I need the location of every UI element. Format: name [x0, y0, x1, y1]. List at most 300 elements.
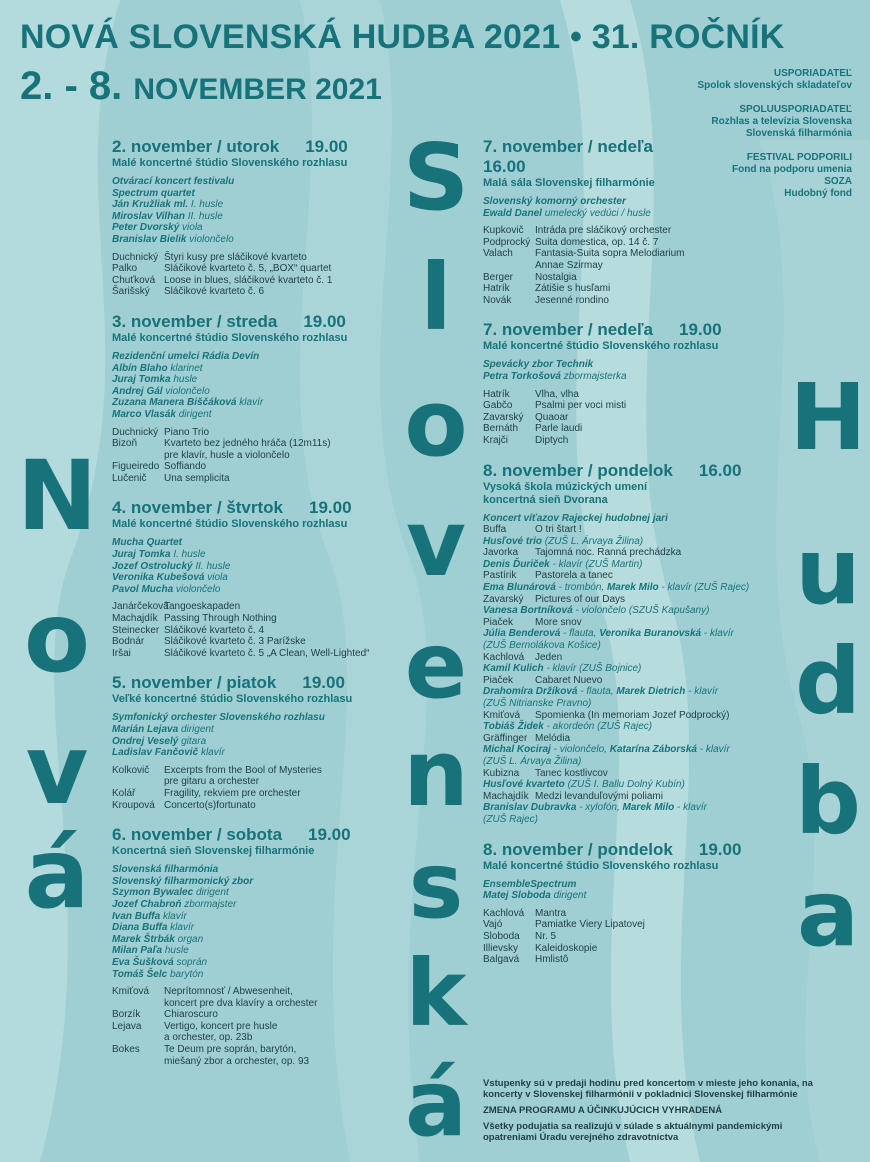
program-item [112, 1044, 402, 1056]
program-item [112, 1056, 402, 1068]
performer [112, 386, 402, 398]
composer: Piaček [483, 674, 514, 686]
performer [112, 351, 402, 363]
performer-name: Ladislav Fančovič [112, 747, 199, 759]
performer-name: Slovenský komorný orchester [483, 196, 626, 207]
composer: Zavarský [483, 411, 524, 423]
performer-name: Tomáš Šelc [112, 968, 168, 980]
concert-venue: Malé koncertné štúdio Slovenského rozhlasu [483, 340, 719, 353]
festival-title: NOVÁ SLOVENSKÁ HUDBA 2021 • 31. ROČNÍK [20, 18, 785, 56]
performer-name: Marco Vlasák [112, 408, 176, 420]
work: Piano Trio [164, 426, 210, 438]
performer [112, 409, 402, 421]
performer-role: gitara [181, 735, 207, 747]
month-year: NOVEMBER 2021 [133, 73, 382, 106]
festival-dates [20, 64, 382, 109]
organizer-block [698, 68, 852, 92]
performer-name: Branislav Bielik [112, 233, 187, 245]
composer: Šarišský [112, 286, 150, 298]
concert-section [483, 840, 783, 966]
performer-role: soprán [176, 956, 208, 968]
performer-role: - klavír [703, 628, 734, 640]
composer: Illievsky [483, 942, 519, 954]
ticket-info [483, 1078, 818, 1148]
concert-header [112, 673, 402, 693]
performer [483, 371, 783, 383]
composer: Pastírik [483, 570, 517, 582]
program-item [483, 237, 783, 249]
performer [112, 747, 402, 759]
work: Tanec kostlivcov [535, 767, 608, 779]
organizer-name: Fond na podporu umenia [732, 164, 852, 175]
performer-role: viola [182, 222, 203, 234]
organizer-name: SOZA [824, 176, 852, 187]
performer-name: Husľové trio [483, 535, 542, 547]
performer-role: - klavír (ZUŠ Martin) [552, 558, 643, 570]
performer [112, 188, 402, 200]
performer-role: (ZUŠ L. Árvaya Žilina) [544, 535, 644, 547]
concert-section [483, 320, 783, 446]
performer [483, 814, 783, 826]
performer-name: Peter Dvorský [112, 222, 180, 234]
performer-role: barytón [170, 968, 204, 980]
work: Pictures of our Days [535, 593, 626, 605]
performer-role: dirigent [180, 724, 214, 735]
performer [112, 363, 402, 375]
composer: Duchnický [112, 426, 159, 438]
performer [112, 199, 402, 211]
organizer-block [698, 104, 852, 140]
composer: Kupkovič [483, 225, 524, 237]
performer-role: - flauta, [563, 628, 597, 640]
performer-role: I. husle [173, 549, 206, 561]
program-item [112, 461, 402, 473]
composer: Podprocký [483, 236, 531, 248]
concert-date: 8. november / pondelok [483, 460, 673, 480]
composer: Lučenič [112, 472, 147, 484]
performer-name: Marek Dietrich [616, 686, 686, 698]
work: miešaný zbor a orchester, op. 93 [164, 1055, 310, 1067]
performer [112, 211, 402, 223]
concert-time: 19.00 [302, 673, 345, 693]
composer: Lejava [112, 1020, 142, 1032]
performer-name: Slovenská filharmónia [112, 864, 219, 876]
performer-name: Júlia Benderová [483, 628, 561, 640]
big-letter: á [404, 1050, 468, 1157]
program-item [483, 412, 783, 424]
program-item [112, 473, 402, 485]
performer [483, 686, 783, 698]
concert-header [483, 840, 783, 860]
performer [483, 605, 783, 617]
program-item [112, 427, 402, 439]
performer-role: violončelo [165, 385, 210, 397]
performer-role: dirigent [178, 408, 212, 420]
performer [112, 222, 402, 234]
program-item [112, 263, 402, 275]
performer [112, 561, 402, 573]
performer-name: Koncert víťazov Rajeckej hudobnej jari [483, 512, 668, 524]
performer-role: (ZUŠ Rajec) [483, 813, 539, 825]
concert-time: 19.00 [305, 137, 348, 156]
concert-header [483, 137, 783, 177]
composer: Figueiredo [112, 461, 160, 473]
performer-name: Veronika Buranovská [599, 628, 702, 640]
concert-venue: Malé koncertné štúdio Slovenského rozhlasu [112, 518, 348, 531]
concert-venue: Malé koncertné štúdio Slovenského rozhlasu [483, 859, 719, 872]
organizer-name: Slovenská filharmónia [745, 128, 852, 139]
composer: Bernáth [483, 423, 519, 435]
performer-role: klavír [200, 747, 225, 759]
performer [112, 864, 402, 876]
work: Pastorela a tanec [535, 570, 613, 582]
organizer-label: SPOLUUSPORIADATEĽ [739, 104, 852, 115]
composer: Berger [483, 271, 514, 283]
concert-section [112, 137, 402, 298]
performer-role: - violončelo (SZUŠ Kapušany) [575, 605, 710, 617]
ticket-note: Vstupenky sú v predaji hodinu pred koncertom v mieste jeho konania, na koncerty v Slovenskej filharmónii v pokladnici Slovenskej filharmónie [483, 1078, 813, 1100]
performer-role: organ [177, 933, 204, 945]
program-item [112, 776, 402, 788]
composer: Borzík [112, 1009, 141, 1021]
concert-time: 19.00 [679, 320, 722, 340]
concert-date: 8. november / pondelok [483, 839, 673, 859]
program-item [483, 931, 783, 943]
performer-name: Juraj Tomka [112, 374, 171, 386]
program-item [483, 675, 783, 687]
performer [112, 176, 402, 188]
concert-time: 19.00 [309, 498, 352, 518]
performer-name: Denis Ďuriček [483, 558, 550, 570]
organizer-label: USPORIADATEĽ [773, 68, 852, 79]
concert-date: 4. november / štvrtok [112, 498, 284, 518]
composer: Bokes [112, 1044, 140, 1056]
performer [483, 890, 783, 902]
performer-role: zbormajsterka [563, 370, 627, 382]
performer [483, 359, 783, 371]
performer-role: - xylofón, [579, 802, 620, 814]
concert-header [112, 498, 402, 518]
performer-name: Miroslav Vilhan [112, 210, 185, 222]
composer: Kachlová [483, 651, 525, 663]
concert-section [112, 312, 402, 485]
composer: Hatrík [483, 388, 510, 400]
composer: Palko [112, 263, 138, 275]
concert-time: 16.00 [483, 157, 526, 176]
performer-name: Branislav Dubravka [483, 802, 577, 814]
work: Spomienka (In memoriam Jozef Podprocký) [535, 709, 730, 721]
composer [483, 260, 535, 272]
performer-role: violončelo [175, 583, 221, 595]
composer: Machajdík [483, 790, 529, 802]
work: a orchester, op. 23b [164, 1032, 253, 1044]
performer-name: Marek Štrbák [112, 933, 175, 945]
big-letter: H [789, 364, 867, 471]
performer [483, 721, 783, 733]
program-item [483, 547, 783, 559]
big-letter: k [405, 940, 467, 1047]
program-item [483, 652, 783, 664]
performer-name: Ondrej Veselý [112, 735, 179, 747]
performer [112, 537, 402, 549]
work: Zátišie s husľami [535, 283, 611, 295]
program-item [483, 225, 783, 237]
performer-role: husle [173, 374, 198, 386]
performer-role: klavír [170, 922, 195, 934]
performer-name: Tobiáš Židek [483, 721, 544, 733]
work: Soffiando [164, 461, 207, 473]
composer: Steinecker [112, 624, 160, 636]
performer [112, 572, 402, 584]
big-letter: o [24, 582, 90, 694]
performer-name: Milan Paľa [112, 945, 163, 957]
performer [483, 756, 783, 768]
performer-role: husle [164, 945, 189, 957]
work: Hmlistô [535, 954, 569, 966]
program-item [112, 252, 402, 264]
big-letter: s [408, 832, 464, 939]
big-letter: e [404, 612, 468, 719]
composer: Janárčeková [112, 601, 169, 613]
performer [483, 879, 783, 891]
performer [112, 922, 402, 934]
performer-role: II. husle [187, 210, 223, 222]
performer-name: Kamil Kulich [483, 663, 544, 675]
performer-name: Szymon Bywalec [112, 887, 194, 899]
work: Nostalgia [535, 271, 577, 283]
performer-name: Vanesa Bortníková [483, 605, 573, 617]
work: Vertigo, koncert pre husle [164, 1020, 278, 1032]
work: koncert pre dva klavíry a orchester [164, 997, 318, 1009]
concert-time: 19.00 [308, 825, 351, 845]
concert-header [112, 137, 402, 157]
performer-name: Matej Sloboda [483, 890, 551, 902]
program-item [483, 908, 783, 920]
performer [483, 582, 783, 594]
organizer-name: Spolok slovenských skladateľov [697, 80, 852, 91]
composer: Hatrík [483, 283, 510, 295]
program-item [483, 791, 783, 803]
performer-name: Juraj Tomka [112, 549, 171, 561]
program-item [112, 765, 402, 777]
work: Diptych [535, 434, 569, 446]
composer: Kroupová [112, 799, 155, 811]
performer [483, 640, 783, 652]
composer: Javorka [483, 547, 519, 559]
performer [483, 779, 783, 791]
concert-section [483, 137, 783, 306]
performer-role: klavír [239, 397, 264, 409]
composer: Bodnár [112, 636, 145, 648]
performer [112, 969, 402, 981]
composer: Kmiťová [112, 986, 150, 998]
performer-role: - klavír (ZUŠ Bojnice) [546, 663, 642, 675]
work: Neprítomnosť / Abwesenheit, [164, 986, 293, 998]
composer: Valach [483, 248, 513, 260]
performer [112, 736, 402, 748]
program-item [483, 570, 783, 582]
composer [112, 1056, 164, 1068]
performer [112, 397, 402, 409]
work: Te Deum pre soprán, barytón, [164, 1044, 297, 1056]
composer: Krajči [483, 434, 509, 446]
program-item [112, 286, 402, 298]
right-schedule-column [483, 137, 783, 980]
composer [112, 1032, 164, 1044]
performer [483, 559, 783, 571]
performer-role: - klavír [688, 686, 719, 698]
concert-section [112, 673, 402, 811]
concert-section [483, 461, 783, 826]
work: Jesenné rondino [535, 294, 609, 306]
organizer-name: Hudobný fond [784, 188, 852, 199]
composer: Chuťková [112, 274, 156, 286]
program-item [483, 524, 783, 536]
performer [112, 724, 402, 736]
work: Tangoeskapaden [164, 601, 241, 613]
work: Concerto(s)fortunato [164, 799, 256, 811]
program-item [483, 272, 783, 284]
composer: Machajdík [112, 613, 158, 625]
performer-role: II. husle [195, 560, 231, 572]
composer: Gräffinger [483, 732, 528, 744]
concert-date: 2. november / utorok [112, 137, 280, 156]
organizer-name: Rozhlas a televízia Slovenska [711, 116, 852, 127]
performer [112, 899, 402, 911]
performer-name: Marek Milo [622, 802, 675, 814]
work: Excerpts from the Bool of Mysteries [164, 764, 322, 776]
composer: Bizoň [112, 438, 138, 450]
composer [112, 450, 164, 462]
concert-time: 19.00 [698, 839, 742, 859]
performer-role: - klavír [677, 802, 707, 814]
program-item [483, 260, 783, 272]
performer-name: Eva Šušková [112, 956, 174, 968]
concert-time: 16.00 [698, 460, 742, 480]
performer [483, 744, 783, 756]
big-letter: u [795, 518, 861, 625]
performer [483, 513, 783, 525]
performer-name: Michal Kociraj [483, 744, 551, 756]
work: Parle laudi [535, 423, 583, 435]
performer-role: - akordeón (ZUŠ Rajec) [546, 721, 653, 733]
concert-header [483, 320, 783, 340]
performer [112, 876, 402, 888]
performer-name: Otvárací koncert festivalu [112, 176, 235, 187]
performer-role: klavír [162, 910, 187, 922]
work: Štyri kusy pre sláčikové kvarteto [164, 251, 307, 263]
composer: Buffa [483, 524, 507, 536]
performer [112, 887, 402, 899]
work: Tajomná noc. Ranná prechádzka [535, 547, 682, 559]
program-item [112, 800, 402, 812]
performer-role: dirigent [195, 887, 229, 899]
work: O tri štart ! [535, 524, 582, 536]
program-item [112, 613, 402, 625]
work: Mantra [535, 907, 567, 919]
program-item [483, 954, 783, 966]
composer: Balgavá [483, 954, 520, 966]
concert-venue: Malé koncertné štúdio Slovenského rozhlasu [112, 157, 348, 169]
concert-header [483, 461, 783, 481]
work: Una semplicita [164, 472, 230, 484]
work: Sláčikové kvarteto č. 5 „A Clean, Well-Lighted“ [164, 647, 370, 659]
performer-name: Rezidenční umelci Rádia Devín [112, 350, 260, 362]
big-letter: l [420, 244, 452, 351]
work: Kaleidoskopie [535, 942, 598, 954]
performer-name: Albín Blaho [112, 362, 168, 374]
performer [483, 536, 783, 548]
program-item [483, 295, 783, 307]
composer: Piaček [483, 616, 514, 628]
performer-role: umelecký vedúci / husle [544, 207, 651, 219]
performer-role: zbormajster [184, 898, 237, 910]
program-item [483, 283, 783, 295]
performer-name: EnsembleSpectrum [483, 878, 577, 890]
performer-name: Zuzana Manera Biščáková [112, 397, 237, 409]
work: Kvarteto bez jedného hráča (12m11s) [164, 438, 331, 450]
program-item [112, 1009, 402, 1021]
program-item [112, 625, 402, 637]
work: Psalmi per voci misti [535, 400, 627, 412]
big-letter: á [24, 818, 90, 930]
work: Quaoar [535, 411, 569, 423]
big-letter: d [795, 628, 861, 735]
composer: Kolkovič [112, 764, 150, 776]
big-letter: a [796, 860, 860, 967]
program-item [483, 943, 783, 955]
performer [112, 234, 402, 246]
performer-role: - klavír (ZUŠ Rajec) [661, 582, 750, 594]
concert-section [112, 498, 402, 659]
work: Cabaret Nuevo [535, 674, 603, 686]
performer-name: Ján Kružliak ml. [112, 199, 189, 211]
performer-name: Slovenský filharmonický zbor [112, 875, 254, 887]
changes-note: ZMENA PROGRAMU A ÚČINKUJÚCICH VYHRADENÁ [483, 1105, 723, 1116]
work: More snov [535, 616, 582, 628]
big-letter: n [403, 720, 469, 827]
performer-name: Jozef Ostrolucký [112, 560, 193, 572]
concert-section [112, 825, 402, 1067]
program-item [483, 710, 783, 722]
big-letter: b [795, 748, 861, 855]
performer-name: Marián Lejava [112, 724, 179, 735]
program-item [112, 998, 402, 1010]
big-letter: S [402, 124, 470, 231]
program-item [112, 648, 402, 660]
program-item [483, 435, 783, 447]
composer: Kmiťová [483, 709, 521, 721]
concert-venue: Malá sála Slovenskej filharmónie [483, 177, 655, 189]
work: Loose in blues, sláčikové kvarteto č. 1 [164, 274, 333, 286]
performer [483, 663, 783, 675]
performer-name: Marek Milo [606, 582, 659, 594]
performer [483, 698, 783, 710]
program-item [483, 423, 783, 435]
program-item [112, 986, 402, 998]
performer [112, 911, 402, 923]
composer [112, 776, 164, 788]
performer-role: violončelo [189, 233, 234, 245]
performer [112, 957, 402, 969]
program-item [112, 275, 402, 287]
program-item [112, 1032, 402, 1044]
program-item [483, 248, 783, 260]
work: Suita domestica, op. 14 č. 7 [535, 236, 659, 248]
program-item [112, 450, 402, 462]
work: Fantasia-Suita sopra Melodiarium [535, 248, 685, 260]
performer [483, 628, 783, 640]
